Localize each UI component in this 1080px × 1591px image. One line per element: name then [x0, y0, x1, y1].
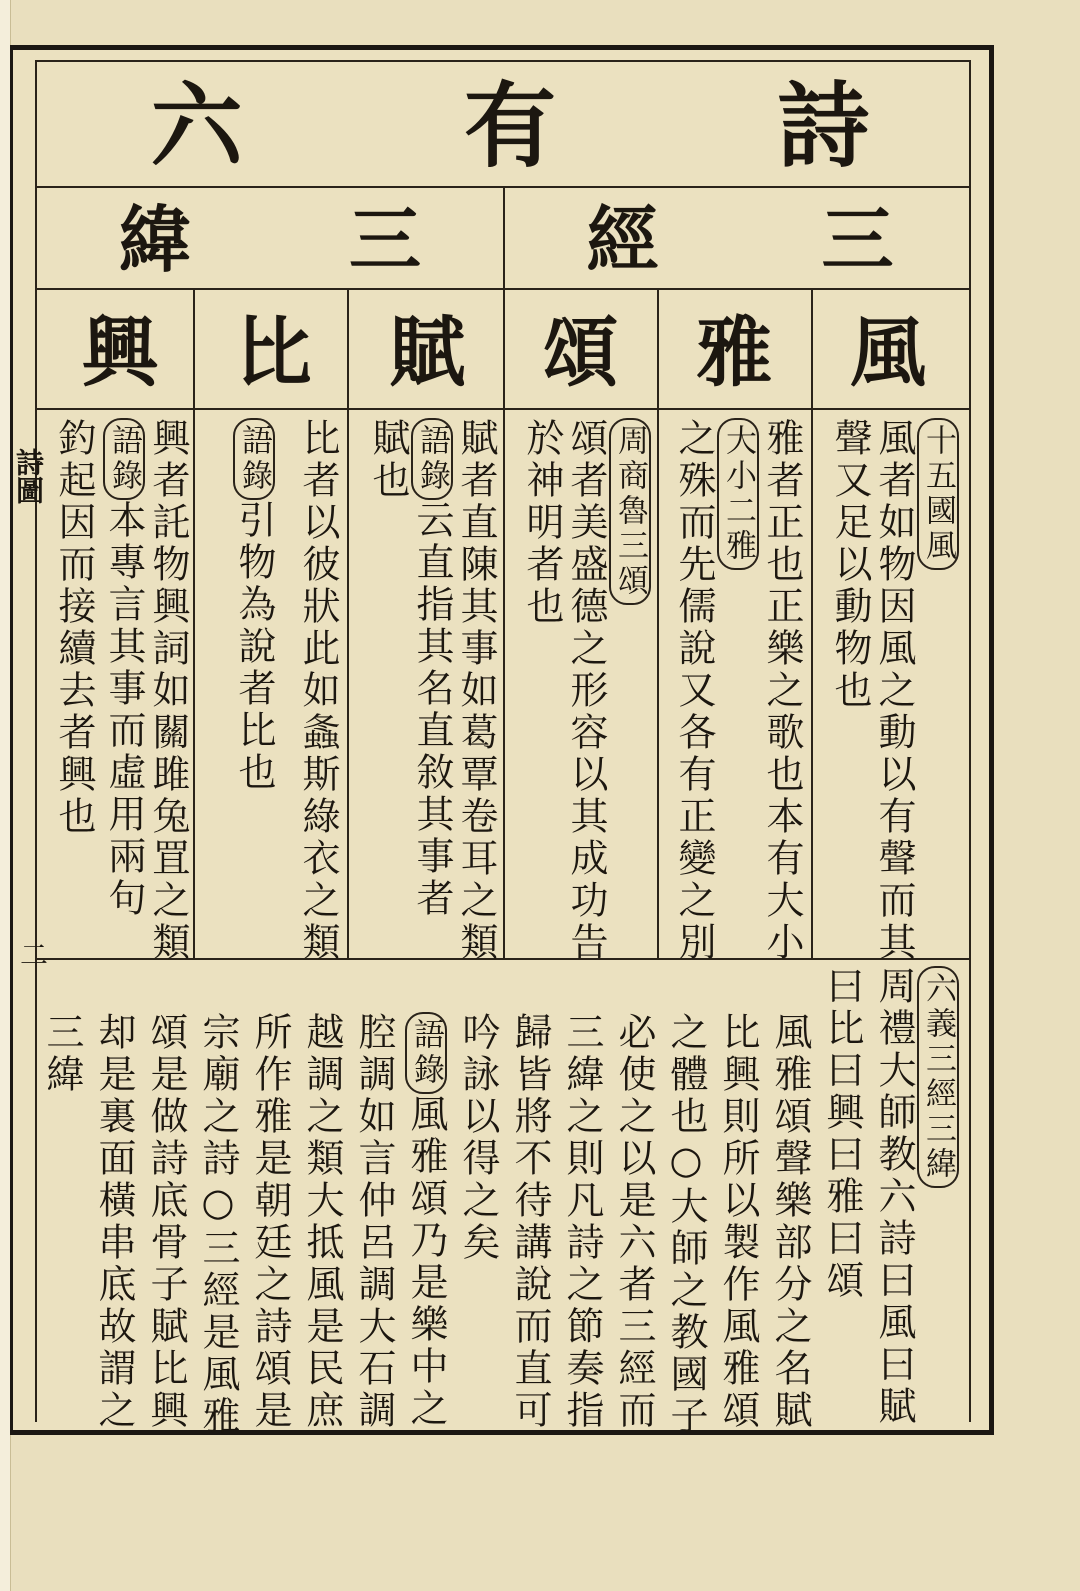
bottom-col-13: 所作雅是朝廷之詩頌是	[248, 1012, 292, 1432]
bottom-mark-col	[916, 966, 960, 1188]
title-row	[40, 60, 980, 178]
bottom-yulu-mark: 語錄	[405, 1012, 447, 1094]
song-col-1: 頌者美盛德之形容以其成功告	[564, 418, 608, 964]
fu-col-2	[410, 418, 454, 920]
bottom-col-8: 歸皆將不待講說而直可	[508, 1012, 552, 1432]
ya-col-1: 雅者正也正樂之歌也本有大小	[760, 418, 804, 964]
bi-col-2-text: 引物為說者比也	[232, 500, 276, 794]
heading-ya: 雅	[696, 307, 773, 397]
bottom-col-9: 吟詠以得之矣	[456, 1012, 500, 1264]
title-char-3: 詩	[777, 72, 870, 180]
row2-right-char-2: 三	[821, 197, 894, 282]
margin-page-number: 二	[16, 940, 49, 968]
xing-col-2	[102, 418, 146, 920]
bottom-col-12: 越調之類大抵風是民庶	[300, 1012, 344, 1432]
ya-mark: 大小二雅	[717, 418, 759, 570]
fu-col-2-text: 云直指其名直敘其事者	[410, 500, 454, 920]
bottom-col-4: 比興則所以製作風雅頌	[716, 1012, 760, 1432]
heading-bi: 比	[235, 307, 312, 397]
heading-song: 頌	[542, 307, 619, 397]
heading-fu: 賦	[389, 307, 466, 397]
row2-right-char-1: 經	[586, 197, 659, 282]
xing-col-1: 興者託物興詞如關雎兔罝之類	[146, 418, 190, 964]
bottom-col-10-text: 風雅頌乃是樂中之	[404, 1094, 448, 1430]
feng-mark-col	[916, 418, 960, 570]
bottom-col-11: 腔調如言仲呂調大石調	[352, 1012, 396, 1432]
feng-col-2: 聲又足以動物也	[828, 418, 872, 712]
inner-left-border	[35, 60, 37, 1422]
feng-col-1: 風者如物因風之動以有聲而其	[872, 418, 916, 964]
liuyi-mark: 六義三經三緯	[917, 966, 959, 1188]
title-char-1: 六	[150, 72, 243, 180]
fu-col-1: 賦者直陳其事如葛覃卷耳之類	[454, 418, 498, 964]
margin-label: 詩圖	[12, 448, 45, 504]
song-col-2: 於神明者也	[520, 418, 564, 628]
feng-mark: 十五國風	[917, 418, 959, 570]
xing-mark: 語錄	[103, 418, 145, 500]
bottom-col-17: 三緯	[40, 1012, 84, 1096]
ya-mark-col	[716, 418, 760, 570]
xing-col-2-text: 本專言其事而虛用兩句	[102, 500, 146, 920]
bottom-col-6: 必使之以是六者三經而	[612, 1012, 656, 1432]
six-principles-row	[34, 290, 974, 402]
row2-left-char-2: 三	[348, 197, 421, 282]
bi-col-1: 比者以彼狀此如螽斯綠衣之類	[296, 418, 340, 964]
three-jing-heading	[505, 186, 975, 282]
bottom-col-14: 宗廟之詩○三經是風雅	[196, 1012, 240, 1438]
ya-col-2: 之殊而先儒說又各有正變之別	[672, 418, 716, 964]
title-char-2: 有	[463, 72, 556, 180]
bottom-col-2: 曰比曰興曰雅曰頌	[820, 966, 864, 1302]
row2-left-char-1: 緯	[118, 197, 191, 282]
heading-feng: 風	[849, 307, 926, 397]
song-mark-col	[608, 418, 652, 605]
bottom-col-3: 風雅頌聲樂部分之名賦	[768, 1012, 812, 1432]
heading-xing: 興	[82, 307, 158, 397]
bottom-col-5: 之體也○大師之教國子	[664, 1012, 708, 1438]
bottom-col-1: 周禮大師教六詩曰風曰賦	[872, 966, 916, 1428]
song-mark: 周商魯三頌	[609, 418, 651, 605]
bi-col-2	[232, 418, 276, 794]
bi-mark: 語錄	[233, 418, 275, 500]
xing-col-3: 釣起因而接續去者興也	[52, 418, 96, 838]
bottom-col-15: 頌是做詩底骨子賦比興	[144, 1012, 188, 1432]
fu-col-3: 賦也	[366, 418, 410, 502]
three-wei-heading	[40, 186, 500, 282]
bottom-col-10	[404, 1012, 448, 1430]
fu-mark: 語錄	[411, 418, 453, 500]
bottom-col-16: 却是裏面橫串底故謂之	[92, 1012, 136, 1432]
bottom-col-7: 三緯之則凡詩之節奏指	[560, 1012, 604, 1432]
